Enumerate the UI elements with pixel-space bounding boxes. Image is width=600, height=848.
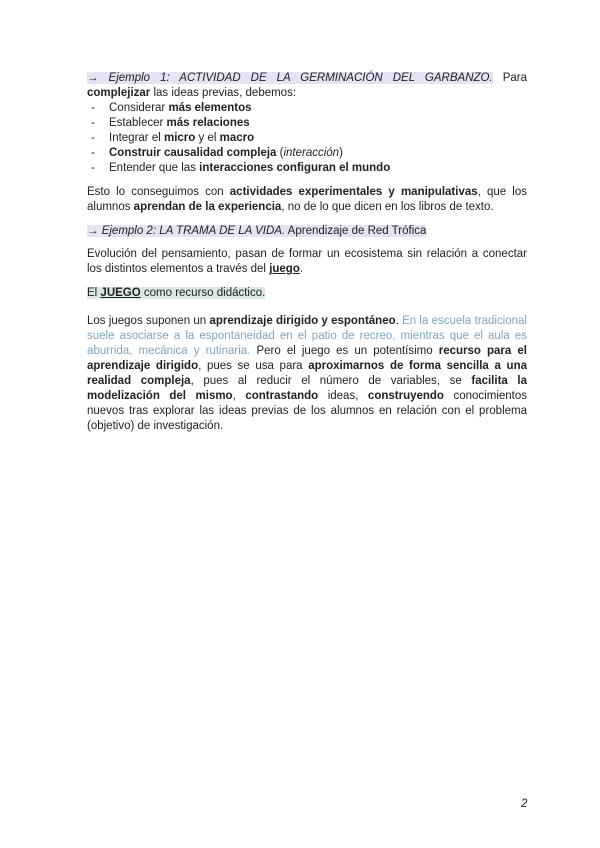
game-resource-label [87,286,527,301]
list-item [87,146,527,161]
text-run: Para [492,72,527,84]
text-run: interacciones configuran el mundo [199,162,391,174]
list-item-text [109,102,252,114]
text-run: → Ejemplo 2: LA TRAMA DE LA VIDA. [87,225,286,237]
text-run: . [395,315,403,327]
text-run: macro [219,132,255,144]
list-item-text [109,117,250,129]
list-item [87,101,527,116]
text-run: Considerar [109,102,169,114]
list-bullet: - [91,162,95,174]
text-run: Los juegos suponen un [87,315,210,327]
text-run: Integrar el [109,132,164,144]
text-run: ideas, [318,390,368,402]
example-1-paragraph [87,71,527,101]
experiential-paragraph [87,185,527,215]
list-item [87,116,527,131]
list-item-text [109,132,254,144]
text-run: ) [339,147,343,159]
list-item-text [109,147,343,159]
text-run: , [232,390,246,402]
text-run: En la escuela tradicional suele asociarse a la espontaneidad en el patio de recreo, mientras que el aula es aburrida, mecánica y rutinaria. [87,315,527,357]
text-run: , pues se usa para [198,360,309,372]
list-bullet: - [91,102,95,114]
text-run: complejizar [87,87,151,99]
list-bullet: - [91,132,95,144]
text-run: , no de lo que dicen en los libros de texto. [281,201,494,213]
text-run: y el [195,132,220,144]
list-item-text [109,162,390,174]
text-run: , pues al reducir el número de variables, se [190,375,472,387]
text-run: Pero el juego es un potentísimo [250,345,439,357]
text-run: micro [163,132,196,144]
text-run: Esto lo conseguimos con [87,186,230,198]
text-run: ( [276,147,284,159]
text-run: las ideas previas, debemos: [150,87,297,99]
text-run: , que los alumnos [87,186,527,213]
text-run: interacción [283,147,340,159]
list-bullet: - [91,147,95,159]
text-run: actividades experimentales y manipulativas [229,186,478,198]
text-run: aprendizaje dirigido y espontáneo [209,315,396,327]
text-run: . [299,263,304,275]
text-run: Aprendizaje de Red Trófica [285,225,427,237]
text-run: contrastando [245,390,319,402]
text-run: → Ejemplo 1: ACTIVIDAD DE LA GERMINACIÓN DEL GARBANZO. [87,72,493,84]
text-run: como recurso didáctico. [140,287,266,299]
text-run: aproximarnos de forma sencilla a una realidad compleja [87,360,527,387]
text-run: juego [269,263,300,275]
text-run: Evolución del pensamiento, pasan de formar un ecosistema sin relación a conectar los distintos elementos a través del [87,248,527,275]
text-run: facilita la modelización del mismo [87,375,527,402]
text-run: construyendo [367,390,444,402]
text-run: JUEGO [100,287,141,299]
text-run: conocimientos nuevos tras explorar las ideas previas de los alumnos en relación con el problema (objetivo) de investigación. [87,390,528,432]
text-run: más elementos [168,102,252,114]
page-number: 2 [521,798,528,810]
text-run: Entender que las [109,162,200,174]
text-run: recurso para el aprendizaje dirigido [87,345,527,372]
strategy-list [87,101,527,176]
example-2-label [87,224,527,239]
list-item [87,161,527,176]
text-run: El [87,287,101,299]
thinking-evolution-paragraph [87,247,527,277]
list-item [87,131,527,146]
games-learning-paragraph [87,314,527,434]
text-run: Construir causalidad compleja [109,147,277,159]
list-bullet: - [91,117,95,129]
text-run: aprendan de la experiencia [133,201,282,213]
text-run: más relaciones [166,117,250,129]
text-run: Establecer [109,117,167,129]
